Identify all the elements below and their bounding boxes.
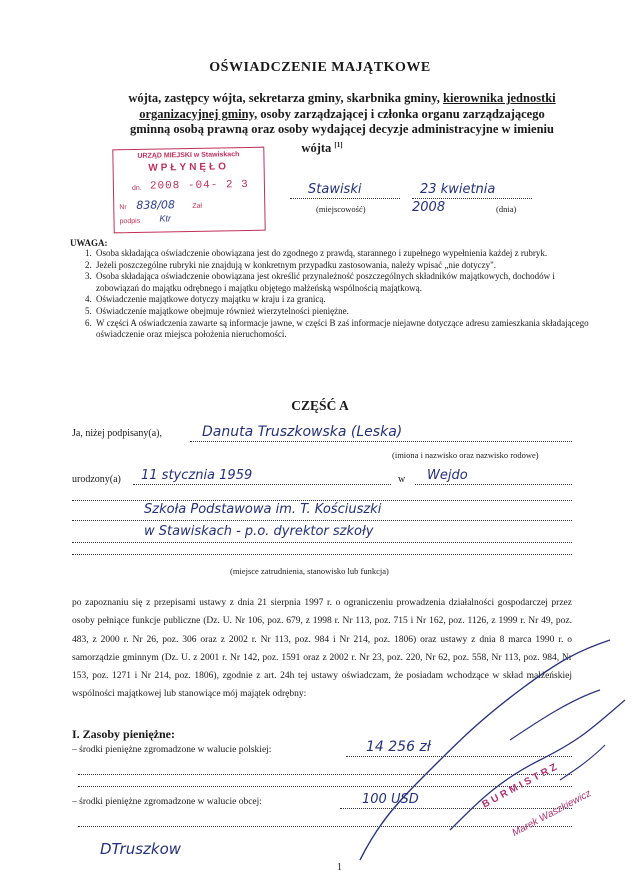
ja-label: Ja, niżej podpisany(a), [72, 428, 162, 439]
uwaga-note-6: 6. W części A oświadczenia zawarte są informacje jawne, w części B zaś informacje niejawne dotyczące adresu zamieszkania składającego oświadczenie oraz miejsca położenia nieruchomości. [94, 318, 594, 341]
page-number: 1 [337, 862, 342, 873]
born-date-value: 11 stycznia 1959 [141, 468, 253, 483]
uwaga-note-4: 4. Oświadczenie majątkowe dotyczy majątku w kraju i za granicą. [94, 294, 594, 306]
pln-label: – środki pieniężne zgromadzone w walucie polskiej: [72, 745, 272, 755]
stamp-received: WPŁYNĘŁO [148, 161, 230, 174]
initials-signature: DTruszkow [100, 840, 182, 858]
place-caption: (miejscowość) [316, 204, 366, 214]
subtitle-line-2a: organizacyjnej gminy, [139, 107, 258, 121]
uwaga-label: UWAGA: [70, 238, 108, 248]
foreign-value: 100 USD [362, 792, 419, 807]
pln-value: 14 256 zł [366, 739, 431, 755]
date-caption: (dnia) [496, 204, 517, 214]
footnote-mark: [1] [334, 141, 343, 149]
workplace-caption: (miejsce zatrudnienia, stanowisko lub funkcja) [230, 566, 389, 576]
mayor-stamp-title: BURMISTRZ [480, 760, 562, 811]
name-caption: (imiona i nazwisko oraz nazwisko rodowe) [392, 450, 539, 460]
uwaga-note-5: 5. Oświadczenie majątkowe obejmuje również wierzytelności pieniężne. [94, 306, 594, 318]
legal-paragraph: po zapoznaniu się z przepisami ustawy z dnia 21 sierpnia 1997 r. o ograniczeniu prowadzenia działalności gospodarczej przez osoby pełniące funkcje publiczne (Dz. U. Nr 106, poz. 679, z 1998 r. Nr 113, poz. 715 i Nr 162, poz. 1126, z 1999 r. Nr 49, poz. 483, z 2000 r. Nr 26, poz. 306 oraz z 2002 r. Nr 113, poz. 984 i Nr 214, poz. 1806) oraz ustawy z dnia 8 marca 1990 r. o samorządzie gminnym (Dz. U. z 2001 r. Nr 142, poz. 1591 oraz z 2002 r. Nr 23, poz. 220, Nr 62, poz. 558, Nr 113, poz. 984, Nr 153, poz. 1271 i Nr 214, poz. 1806), zgodnie z art. 24h tej ustawy oświadczam, że posiadam wchodzące w skład małżeńskiej wspólności majątkowej lub stanowiące mój majątek odrębny: [72, 598, 572, 700]
subtitle-line-3: gminną osobą prawną oraz osoby wydającej decyzje administracyjne w imieniu [130, 122, 554, 136]
stamp-nr-value: 838/08 [136, 198, 176, 212]
name-value: Danuta Truszkowska (Leska) [202, 424, 403, 440]
born-w-label: w [398, 474, 406, 485]
stamp-podpis-label: podpis [119, 217, 141, 226]
subtitle-line-1b: kierownika jednostki [443, 91, 556, 105]
subtitle-line-2b: osoby zarządzającej i członka organu zarządzającego [260, 107, 545, 121]
workplace-value-2: w Stawiskach - p.o. dyrektor szkoły [144, 524, 374, 539]
subtitle-wojt: wójta [301, 141, 332, 156]
place-value: Stawiski [308, 182, 362, 197]
foreign-label: – środki pieniężne zgromadzone w walucie obcej: [72, 797, 262, 807]
stamp-nr-label: Nr [119, 204, 127, 212]
stamp-podpis-value: Ktr [159, 213, 172, 224]
part-a-heading: CZĘŚĆ A [291, 398, 349, 413]
stamp-dn-label: dn. [131, 184, 142, 192]
subtitle-line-1a: wójta, zastępcy wójta, sekretarza gminy, skarbnika gminy, [128, 91, 440, 105]
section-1-title: I. Zasoby pieniężne: [72, 727, 176, 741]
uwaga-note-1: 1. Osoba składająca oświadczenie obowiązana jest do zgodnego z prawdą, starannego i zupełnego wypełnienia każdej z rubryk. [94, 248, 594, 260]
stamp-office: URZĄD MIEJSKI w Stawiskach [137, 151, 240, 160]
mayor-stamp-name: Marek Waszkiewicz [510, 788, 594, 839]
stamp-date: 2008 -04- 2 3 [149, 178, 249, 193]
uwaga-note-2: 2. Jeżeli poszczególne rubryki nie znajdują w konkretnym przypadku zastosowania, należy wpisać „nie dotyczy". [94, 260, 594, 272]
date-value: 23 kwietnia 2008 [412, 182, 496, 215]
uwaga-note-3: 3. Osoba składająca oświadczenie obowiązana jest określić przynależność poszczególnych składników majątkowych, dochodów i zobowiązań do majątku odrębnego i majątku objętego małżeńską wspólnością majątkową. [94, 271, 594, 294]
born-label: urodzony(a) [72, 474, 121, 485]
born-place-value: Wejdo [427, 468, 468, 483]
workplace-value-1: Szkoła Podstawowa im. T. Kościuszki [144, 502, 382, 517]
form-title: OŚWIADCZENIE MAJĄTKOWE [209, 60, 431, 75]
stamp-zal-label: Zał [192, 202, 203, 210]
